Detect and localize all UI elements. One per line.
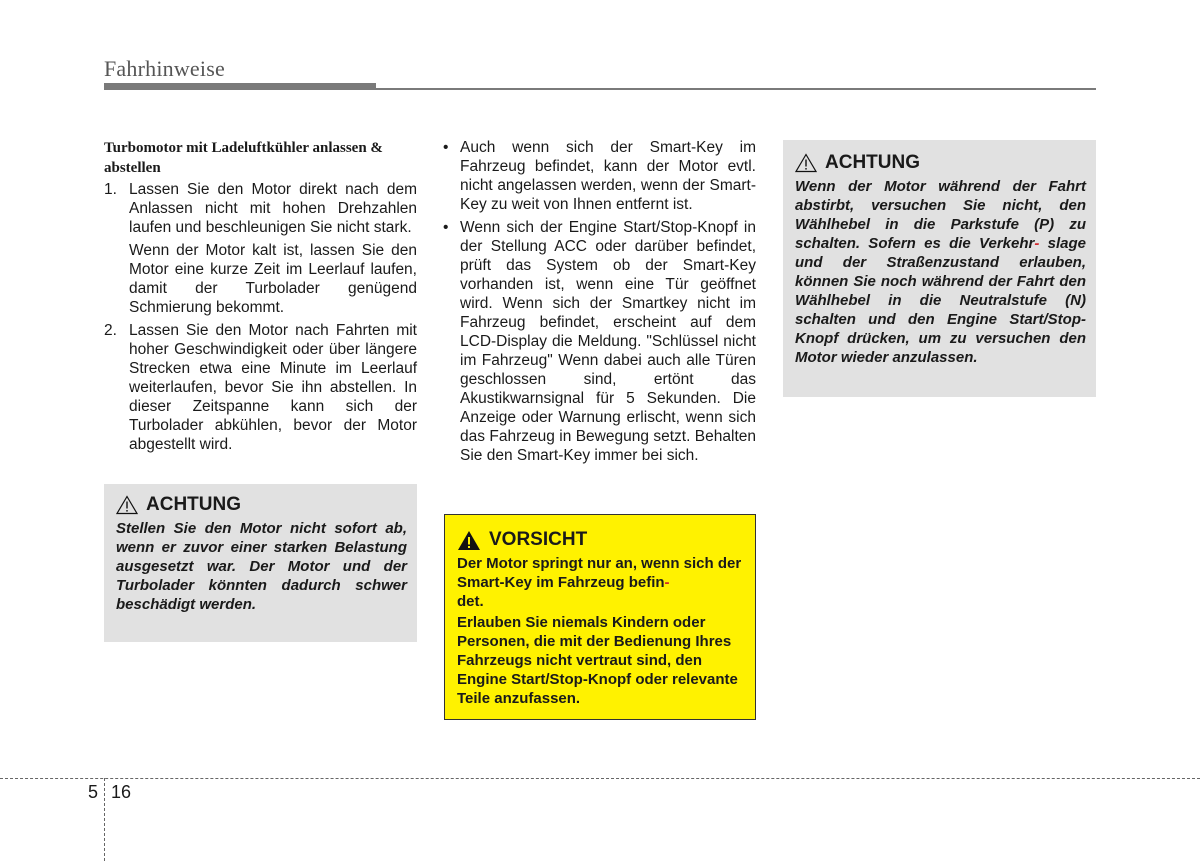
bullet-list xyxy=(443,138,756,465)
warning-triangle-icon xyxy=(795,153,817,173)
caution-title: VORSICHT xyxy=(489,529,588,550)
warning-box-achtung xyxy=(783,140,1096,397)
column-middle xyxy=(443,138,756,469)
list-item xyxy=(443,138,756,214)
bullet-dot: • xyxy=(443,139,449,156)
bullet-text: Wenn sich der Engine Start/Stop-Knopf in der Stellung ACC oder darüber befindet, prüft das System ob der Smart-Key vorhanden ist, wenn eine Tür geöffnet wird. Wenn sich der Smartkey nicht im Fahrzeug befindet, erscheint auf dem LCD-Display die Meldung. "Schlüssel nicht im Fahrzeug" Wenn dabei auch alle Türen geschlossen sind, ertönt das Akustikwarnsignal für 5 Sekunden. Die Anzeige oder Warnung erlischt, wenn sich das Fahrzeug in Bewegung setzt. Behalten Sie den Smart-Key immer bei sich. xyxy=(460,219,756,464)
bullet-dot: • xyxy=(443,219,449,236)
page-header-title: Fahrhinweise xyxy=(104,56,225,81)
section-heading: Turbomotor mit Ladeluftkühler anlassen & abstellen xyxy=(104,140,383,176)
caution-text-part: det. xyxy=(457,593,484,610)
footer-divider xyxy=(0,778,1200,779)
step-paragraph: Wenn der Motor kalt ist, lassen Sie den Motor eine kurze Zeit im Leerlauf laufen, damit der Turbolader genügend Schmierung bekommt. xyxy=(129,242,417,316)
caution-title-row xyxy=(457,529,745,551)
warning-title-row xyxy=(795,152,1086,174)
warning-box-achtung xyxy=(104,484,417,642)
bullet-text: Auch wenn sich der Smart-Key im Fahrzeug befindet, kann der Motor evtl. nicht angelassen werden, wenn der Smart-Key zu weit von Ihnen entfernt ist. xyxy=(460,139,756,213)
caution-paragraph: Erlauben Sie niemals Kindern oder Personen, die mit der Bedienung Ihres Fahrzeugs nicht vertraut sind, den Engine Start/Stop-Knopf oder relevante Teile anzufassen. xyxy=(457,614,738,707)
step-paragraph: Lassen Sie den Motor direkt nach dem Anlassen nicht mit hohen Drehzahlen laufen und beschleunigen Sie nicht stark. xyxy=(129,181,417,236)
caution-box-vorsicht xyxy=(444,514,756,720)
column-right xyxy=(783,140,1096,397)
numbered-steps xyxy=(104,180,417,454)
page-number: 16 xyxy=(111,782,132,802)
warning-text: Stellen Sie den Motor nicht sofort ab, wenn er zuvor einer starken Belastung ausgesetzt war. Der Motor und der Turbolader könnten dadurch schwer beschädigt werden. xyxy=(116,520,407,613)
warning-text-part: Wenn der Motor während der Fahrt abstirbt, versuchen Sie nicht, den Wählhebel in die Parkstufe (P) zu schalten. Sofern es die Verkehr xyxy=(795,178,1086,252)
hyphen-mark: - xyxy=(1034,235,1040,252)
caution-paragraph xyxy=(457,554,745,611)
list-item xyxy=(104,180,417,317)
warning-text xyxy=(795,177,1086,367)
header-rule-thick xyxy=(104,83,376,90)
warning-title: ACHTUNG xyxy=(146,494,241,515)
column-left xyxy=(104,138,417,458)
step-number: 1. xyxy=(104,181,117,198)
footer-vertical-divider xyxy=(104,778,105,861)
hyphen-mark: - xyxy=(664,574,670,591)
caution-triangle-icon xyxy=(457,530,481,551)
warning-text-part: slage und der Straßenzustand erlauben, können Sie noch während der Fahrt den Wählhebel in die Neutralstufe (N) schalten und den Engine Start/Stop-Knopf drücken, um zu versuchen den Motor wieder anzulassen. xyxy=(795,235,1086,366)
warning-title-row xyxy=(116,494,407,516)
warning-triangle-icon xyxy=(116,495,138,515)
header-rule-thin xyxy=(376,88,1096,90)
step-paragraph: Lassen Sie den Motor nach Fahrten mit hoher Geschwindigkeit oder über längere Strecken etwa eine Minute im Leerlauf weiterlaufen, bevor Sie ihn abstellen. In dieser Zeitspanne kann sich der Turbolader abkühlen, bevor der Motor abgestellt wird. xyxy=(129,322,417,453)
warning-title: ACHTUNG xyxy=(825,152,920,173)
caution-text-part: Der Motor springt nur an, wenn sich der Smart-Key im Fahrzeug befin xyxy=(457,555,742,591)
step-number: 2. xyxy=(104,322,117,339)
list-item xyxy=(443,218,756,465)
chapter-number: 5 xyxy=(88,782,99,802)
list-item xyxy=(104,321,417,454)
